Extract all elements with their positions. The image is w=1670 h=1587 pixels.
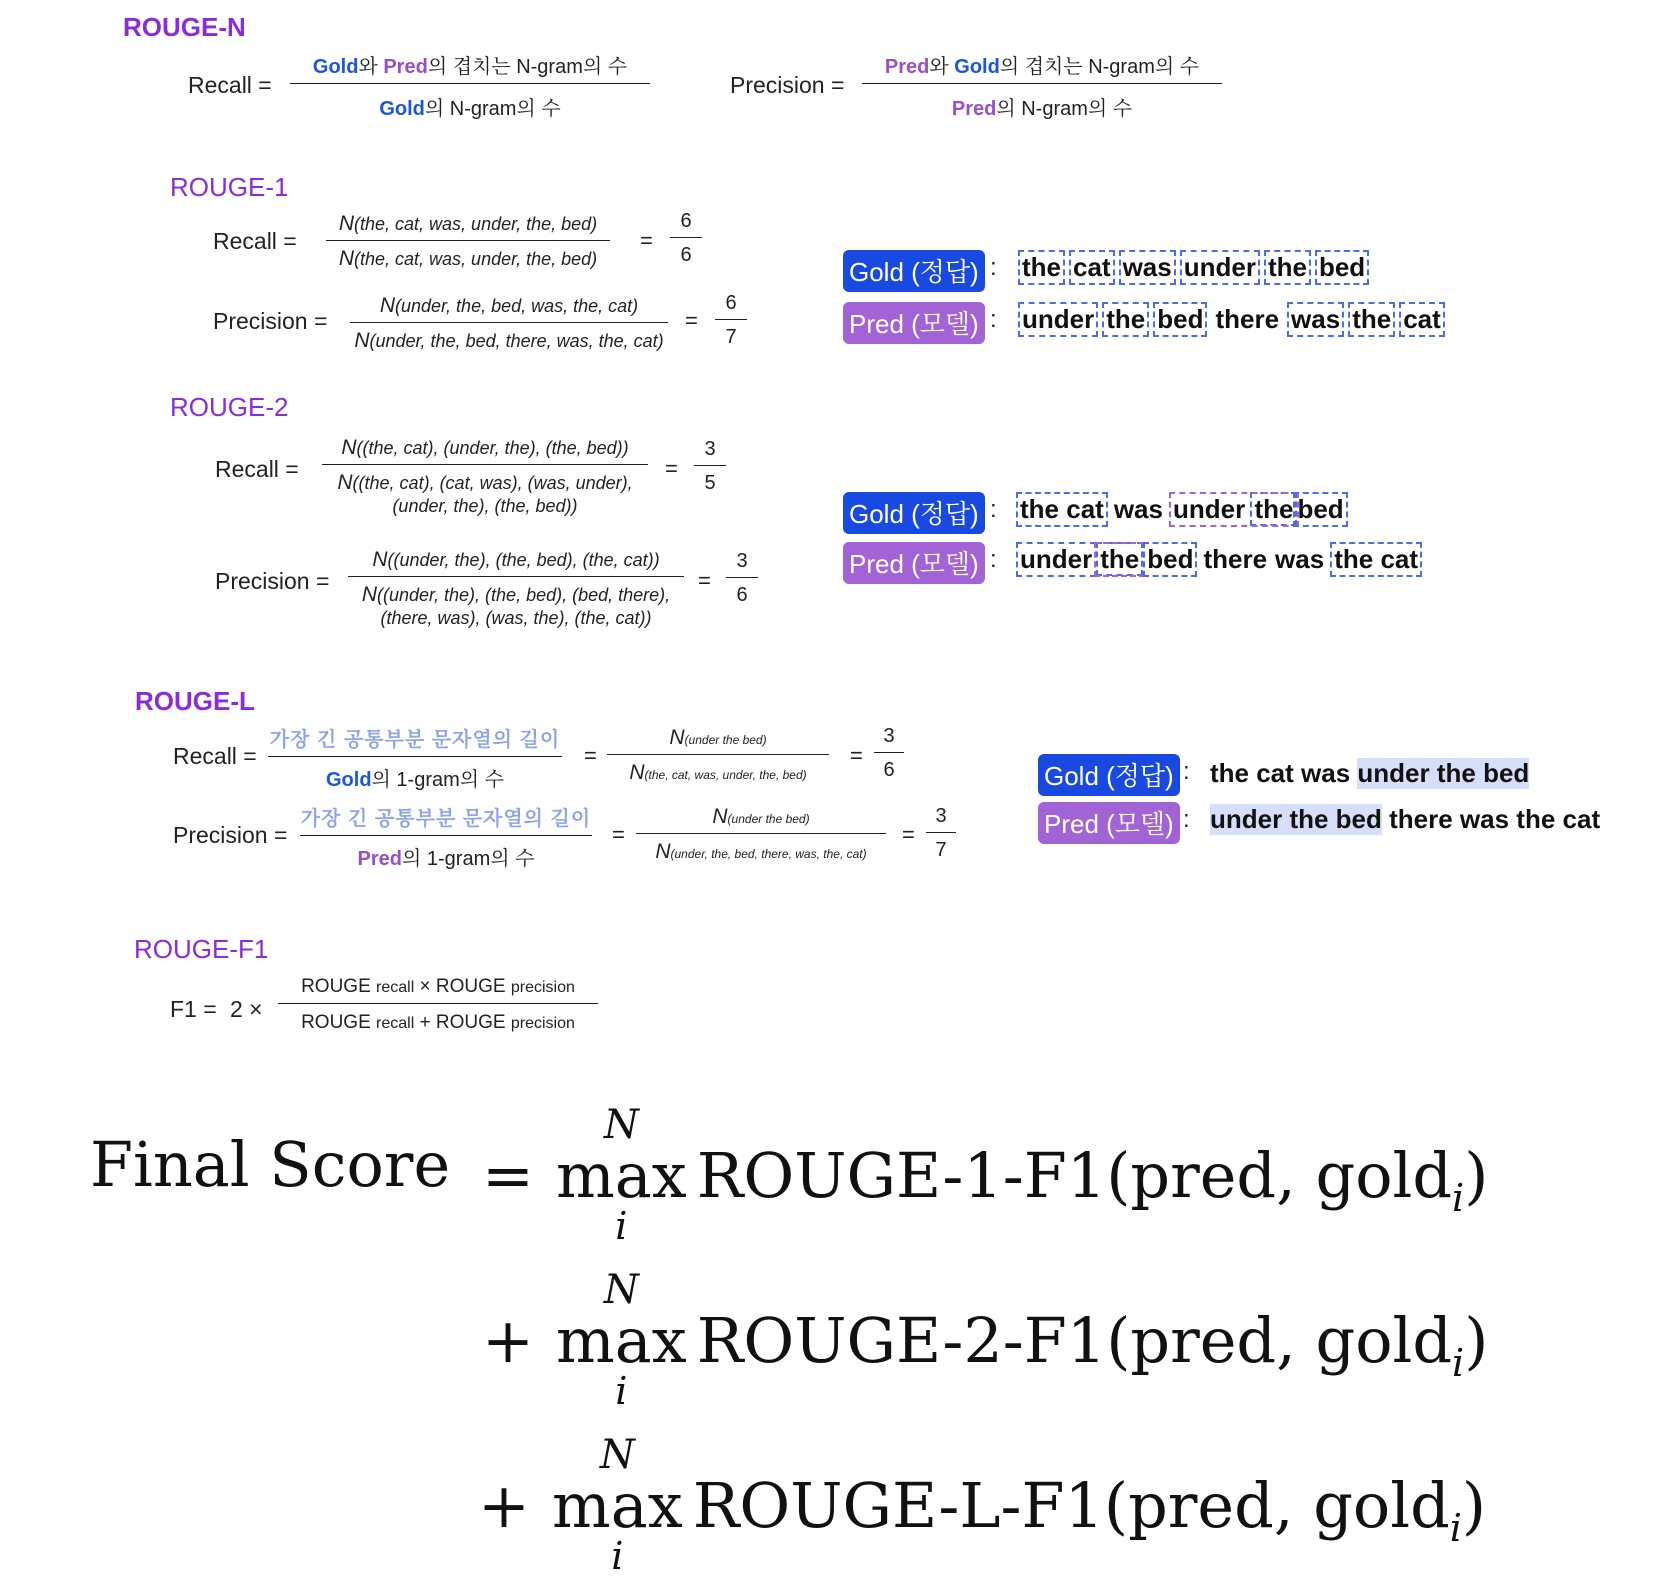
lcs-highlight: under the bed bbox=[1357, 758, 1530, 788]
value-numerator: 3 bbox=[883, 725, 895, 747]
rouge-l-precision-fraction bbox=[300, 802, 592, 871]
metric-name: ROUGE-L-F1 bbox=[692, 1468, 1104, 1542]
text-rest: 의 N-gram의 수 bbox=[424, 98, 561, 120]
rouge-1-precision-label: Precision = bbox=[213, 308, 328, 334]
f1-label: F1 = bbox=[170, 996, 217, 1022]
n-expression: (there, was), (was, the), (the, cat)) bbox=[380, 608, 652, 628]
metric-name: ROUGE-2-F1 bbox=[696, 1303, 1107, 1377]
pred-word: Pred bbox=[884, 56, 930, 78]
args-text: (pred, gold bbox=[1106, 1303, 1453, 1377]
lcs-highlight: under the bed bbox=[1210, 804, 1382, 834]
rouge-2-recall-fraction bbox=[322, 436, 648, 518]
subscript: precision bbox=[510, 1015, 575, 1032]
value-numerator: 3 bbox=[935, 805, 947, 827]
token: cat bbox=[1380, 544, 1419, 574]
text-rest: 의 1-gram의 수 bbox=[371, 769, 504, 791]
value-numerator: 3 bbox=[736, 550, 748, 572]
rouge-1-precision-value bbox=[715, 292, 747, 349]
token: cat bbox=[1066, 494, 1104, 524]
fraction-bar bbox=[278, 1003, 598, 1004]
equals-sign: = bbox=[640, 228, 653, 253]
fraction-bar bbox=[326, 240, 610, 241]
rouge-1-recall-fraction bbox=[326, 212, 610, 271]
pred-word: Pred bbox=[383, 56, 428, 78]
value-denominator: 6 bbox=[680, 244, 692, 266]
rouge-2-precision-fraction bbox=[348, 548, 684, 630]
close-paren: ) bbox=[1464, 1303, 1489, 1377]
metric-name: ROUGE-1-F1 bbox=[696, 1138, 1107, 1212]
n-expression: (the, cat, was, under, the, bed) bbox=[644, 768, 807, 782]
n-expression: (under the bed) bbox=[684, 733, 767, 747]
fraction-bar bbox=[290, 83, 650, 84]
final-row-3 bbox=[478, 1432, 1487, 1578]
rouge-1-gold-tag: Gold (정답) bbox=[843, 250, 985, 292]
final-row-2 bbox=[482, 1267, 1489, 1413]
rouge-word: ROUGE bbox=[435, 976, 511, 997]
operator: × bbox=[414, 976, 436, 997]
equals-sign: = bbox=[902, 822, 915, 847]
args-text: (pred, gold bbox=[1106, 1138, 1453, 1212]
rouge-1-gold-sentence bbox=[1020, 252, 1375, 283]
rouge-word: ROUGE bbox=[301, 976, 377, 997]
rouge-1-precision-denominator: N(under, the, bed, there, was, the, cat) bbox=[354, 329, 664, 352]
rouge-word: ROUGE bbox=[301, 1012, 377, 1033]
rouge-2-precision-numerator: N((under, the), (the, bed), (the, cat)) bbox=[372, 548, 660, 571]
sub-i: i bbox=[615, 1204, 628, 1248]
rouge-2-precision-label: Precision = bbox=[215, 568, 330, 594]
n-expression: (under, the, bed, was, the, cat) bbox=[395, 296, 639, 316]
equals-sign: = bbox=[612, 822, 625, 847]
fraction-bar bbox=[268, 756, 562, 757]
value-denominator: 7 bbox=[725, 326, 737, 348]
token: the bbox=[1352, 304, 1392, 334]
n-expression: ((under, the), (the, bed), (bed, there), bbox=[377, 585, 671, 605]
index-i: i bbox=[1452, 1175, 1465, 1220]
token: the bbox=[1020, 494, 1059, 524]
value-numerator: 6 bbox=[725, 292, 737, 314]
token: was bbox=[1275, 544, 1325, 574]
rouge-l-recall-denominator bbox=[326, 763, 504, 792]
fraction-bar bbox=[607, 754, 829, 755]
fraction-bar bbox=[670, 237, 702, 238]
text-wa: 와 bbox=[929, 56, 955, 78]
fraction-bar bbox=[350, 322, 668, 323]
token: there bbox=[1203, 544, 1268, 574]
text-rest: 의 겹치는 N-gram의 수 bbox=[999, 56, 1200, 78]
rouge-l-precision-label: Precision = bbox=[173, 822, 288, 848]
close-paren: ) bbox=[1464, 1138, 1489, 1212]
index-i: i bbox=[1452, 1340, 1465, 1385]
bigram-box bbox=[1171, 494, 1297, 525]
n-expression: (the, cat, was, under, the, bed) bbox=[354, 214, 598, 234]
max-text: max bbox=[551, 1469, 683, 1542]
rouge-2-pred-sentence bbox=[1018, 544, 1420, 575]
n-expression: (under, the, bed, there, was, the, cat) bbox=[670, 847, 867, 861]
fraction-bar bbox=[348, 576, 684, 577]
operator: + bbox=[482, 1303, 534, 1377]
bigram-box bbox=[1332, 544, 1420, 575]
token: the bbox=[1334, 544, 1374, 574]
token: was bbox=[1291, 304, 1341, 334]
operator: = bbox=[482, 1138, 534, 1212]
fraction-bar bbox=[300, 835, 592, 836]
max-text: max bbox=[555, 1304, 687, 1377]
rouge-f1-heading: ROUGE-F1 bbox=[134, 934, 269, 964]
fraction-bar bbox=[694, 465, 726, 466]
token: was bbox=[1113, 494, 1163, 524]
token: the bbox=[1254, 494, 1294, 524]
args-text: (pred, gold bbox=[1103, 1468, 1450, 1542]
bigram-box bbox=[1018, 494, 1106, 525]
bigram-box bbox=[1096, 544, 1143, 575]
equals-sign: = bbox=[685, 308, 698, 333]
colon: : bbox=[1183, 806, 1190, 833]
token: under bbox=[1172, 494, 1246, 524]
rouge-n-precision-fraction bbox=[862, 50, 1222, 121]
rouge-1-recall-value bbox=[670, 210, 702, 267]
max-text: max bbox=[555, 1139, 687, 1212]
rouge-1-precision-numerator: N(under, the, bed, was, the, cat) bbox=[379, 294, 639, 317]
rouge-1-pred-sentence bbox=[1020, 304, 1451, 335]
rouge-l-precision-n-denominator: N(under, the, bed, there, was, the, cat) bbox=[655, 840, 867, 863]
rouge-l-precision-n-numerator: N(under the bed) bbox=[712, 805, 810, 828]
operator: + bbox=[478, 1468, 530, 1542]
n-expression: (under, the), (the, bed)) bbox=[392, 496, 578, 516]
rouge-n-precision-denominator bbox=[952, 92, 1132, 121]
value-numerator: 6 bbox=[680, 210, 692, 232]
equals-sign: = bbox=[665, 456, 678, 481]
lcs-length-text: 가장 긴 공통부분 문자열의 길이 bbox=[300, 808, 592, 830]
final-score-label: Final Score bbox=[90, 1128, 451, 1201]
rouge-2-heading: ROUGE-2 bbox=[170, 392, 289, 422]
index-i: i bbox=[1449, 1505, 1462, 1550]
colon: : bbox=[990, 496, 997, 523]
equals-sign: = bbox=[698, 568, 711, 593]
f1-denominator bbox=[301, 1012, 575, 1034]
rouge-1-recall-numerator: N(the, cat, was, under, the, bed) bbox=[338, 212, 598, 235]
value-denominator: 6 bbox=[883, 759, 895, 781]
operator: + bbox=[414, 1012, 436, 1033]
rouge-l-precision-n-fraction bbox=[636, 805, 886, 864]
fraction-bar bbox=[636, 833, 886, 834]
rouge-2-precision-denominator: N((under, the), (the, bed), (bed, there), (there, was), (was, the), (the, cat)) bbox=[361, 583, 671, 628]
colon: : bbox=[1183, 758, 1190, 785]
equals-sign: = bbox=[584, 743, 597, 768]
gold-word: Gold bbox=[379, 98, 425, 120]
rouge-l-pred-sentence bbox=[1210, 804, 1600, 835]
rouge-word: ROUGE bbox=[435, 1012, 511, 1033]
text-rest: 의 1-gram의 수 bbox=[402, 848, 535, 870]
token: was bbox=[1122, 252, 1172, 282]
sup-n: N bbox=[603, 1267, 639, 1313]
gold-word: Gold bbox=[326, 769, 372, 791]
rouge-l-precision-denominator bbox=[358, 842, 535, 871]
close-paren: ) bbox=[1461, 1468, 1487, 1542]
token: under bbox=[1020, 544, 1093, 574]
colon: : bbox=[990, 546, 997, 573]
sentence-plain: the cat was bbox=[1210, 758, 1358, 788]
arguments bbox=[1103, 1468, 1487, 1550]
n-expression: (under, the, bed, there, was, the, cat) bbox=[369, 331, 664, 351]
value-denominator: 5 bbox=[704, 472, 716, 494]
f1-numerator bbox=[301, 976, 575, 998]
rouge-1-precision-fraction bbox=[350, 294, 668, 353]
fraction-bar bbox=[726, 577, 758, 578]
subscript: precision bbox=[510, 979, 575, 996]
n-expression: (under the bed) bbox=[727, 812, 810, 826]
rouge-l-recall-fraction bbox=[268, 723, 562, 792]
rouge-n-heading: ROUGE-N bbox=[123, 12, 246, 42]
rouge-1-pred-tag: Pred (모델) bbox=[843, 302, 985, 344]
rouge-2-recall-value bbox=[694, 438, 726, 495]
token: under bbox=[1022, 304, 1095, 334]
rouge-l-recall-n-denominator: N(the, cat, was, under, the, bed) bbox=[629, 761, 807, 784]
colon: : bbox=[990, 306, 997, 333]
text-rest: 의 N-gram의 수 bbox=[996, 98, 1133, 120]
sup-n: N bbox=[603, 1102, 639, 1148]
rouge-2-gold-tag: Gold (정답) bbox=[843, 492, 985, 534]
value-denominator: 6 bbox=[736, 584, 748, 606]
token: bed bbox=[1147, 544, 1194, 574]
max-operator bbox=[555, 1102, 687, 1248]
token: cat bbox=[1403, 304, 1441, 334]
rouge-l-heading: ROUGE-L bbox=[135, 686, 255, 716]
gold-word: Gold bbox=[954, 56, 1000, 78]
value-numerator: 3 bbox=[704, 438, 716, 460]
sentence-plain: there was the cat bbox=[1381, 804, 1601, 834]
token: the bbox=[1106, 304, 1146, 334]
value-denominator: 7 bbox=[935, 839, 947, 861]
n-expression: ((under, the), (the, bed), (the, cat)) bbox=[387, 550, 660, 570]
rouge-1-recall-label: Recall = bbox=[213, 228, 297, 254]
token: bed bbox=[1157, 304, 1204, 334]
n-expression: ((the, cat), (under, the), (the, bed)) bbox=[356, 438, 629, 458]
rouge-n-precision-label: Precision = bbox=[730, 72, 845, 98]
pred-word: Pred bbox=[357, 848, 403, 870]
max-operator bbox=[555, 1267, 687, 1413]
fraction-bar bbox=[862, 83, 1222, 84]
rouge-2-precision-value bbox=[726, 550, 758, 607]
rouge-l-gold-sentence bbox=[1210, 758, 1529, 789]
rouge-2-recall-numerator: N((the, cat), (under, the), (the, bed)) bbox=[341, 436, 629, 459]
rouge-2-recall-denominator: N((the, cat), (cat, was), (was, under), (under, the), (the, bed)) bbox=[337, 471, 633, 516]
sub-i: i bbox=[611, 1534, 624, 1578]
colon: : bbox=[990, 254, 997, 281]
sub-i: i bbox=[615, 1369, 628, 1413]
rouge-n-recall-denominator bbox=[379, 92, 560, 121]
fraction-bar bbox=[715, 319, 747, 320]
n-expression: (the, cat, was, under, the, bed) bbox=[354, 249, 598, 269]
rouge-l-recall-n-fraction bbox=[607, 726, 829, 785]
n-expression: ((the, cat), (cat, was), (was, under), bbox=[352, 473, 633, 493]
text-rest: 의 겹치는 N-gram의 수 bbox=[427, 56, 628, 78]
text-wa: 와 bbox=[358, 56, 384, 78]
subscript: recall bbox=[376, 979, 415, 996]
rouge-n-precision-numerator bbox=[885, 50, 1199, 79]
rouge-n-recall-label: Recall = bbox=[188, 72, 272, 98]
rouge-l-recall-n-numerator: N(under the bed) bbox=[669, 726, 767, 749]
equals-sign: = bbox=[850, 743, 863, 768]
rouge-2-recall-label: Recall = bbox=[215, 456, 299, 482]
rouge-l-precision-value bbox=[926, 805, 956, 862]
token: bed bbox=[1297, 494, 1344, 524]
f1-coefficient: 2 × bbox=[230, 996, 263, 1022]
token: the bbox=[1022, 252, 1061, 282]
rouge-l-recall-label: Recall = bbox=[173, 743, 257, 769]
rouge-l-gold-tag: Gold (정답) bbox=[1038, 754, 1180, 796]
token: there bbox=[1215, 304, 1280, 334]
sup-n: N bbox=[599, 1432, 635, 1478]
rouge-2-pred-tag: Pred (모델) bbox=[843, 542, 985, 584]
token: the bbox=[1267, 252, 1307, 282]
rouge-1-recall-denominator: N(the, cat, was, under, the, bed) bbox=[338, 247, 598, 270]
gold-word: Gold bbox=[312, 56, 359, 78]
fraction-bar bbox=[926, 832, 956, 833]
token: the bbox=[1100, 544, 1140, 574]
rouge-l-recall-value bbox=[874, 725, 904, 782]
lcs-length-text: 가장 긴 공통부분 문자열의 길이 bbox=[269, 729, 561, 751]
max-operator bbox=[551, 1432, 683, 1578]
token: cat bbox=[1073, 252, 1111, 282]
arguments bbox=[1106, 1138, 1489, 1220]
fraction-bar bbox=[322, 464, 648, 465]
f1-fraction bbox=[278, 976, 598, 1034]
rouge-n-recall-fraction bbox=[290, 50, 650, 121]
token: bed bbox=[1318, 252, 1366, 282]
rouge-1-heading: ROUGE-1 bbox=[170, 172, 289, 202]
subscript: recall bbox=[376, 1015, 415, 1032]
arguments bbox=[1106, 1303, 1489, 1385]
rouge-l-pred-tag: Pred (모델) bbox=[1038, 802, 1180, 844]
fraction-bar bbox=[874, 752, 904, 753]
rouge-2-gold-sentence bbox=[1018, 494, 1346, 525]
token: under bbox=[1183, 252, 1256, 282]
final-row-1 bbox=[482, 1102, 1489, 1248]
rouge-n-recall-numerator bbox=[313, 50, 627, 79]
pred-word: Pred bbox=[951, 98, 997, 120]
